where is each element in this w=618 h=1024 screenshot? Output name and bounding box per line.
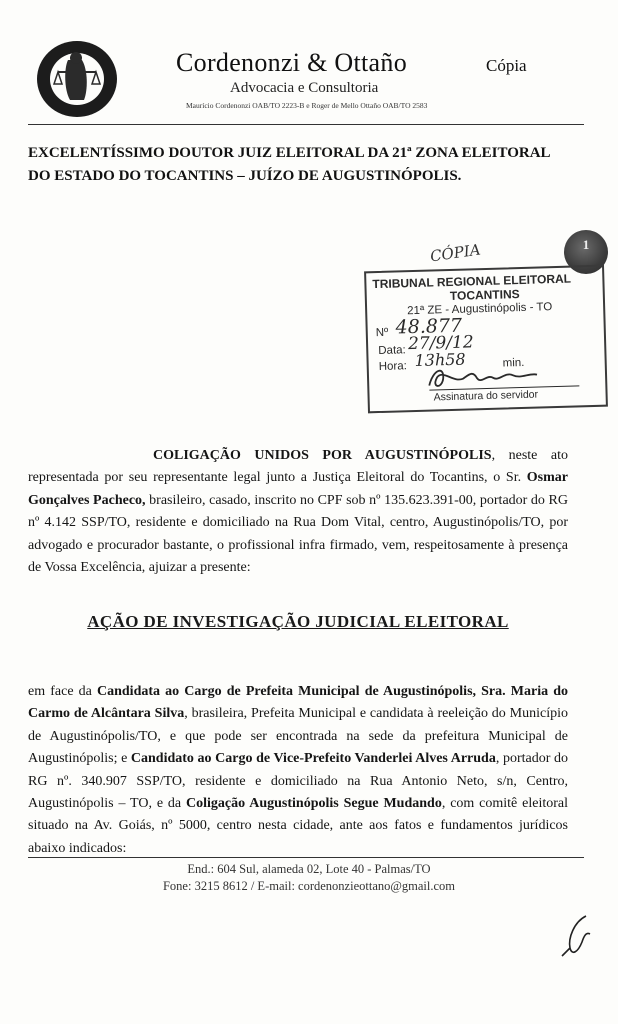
stamp-signature-label: Assinatura do servidor [433, 388, 539, 404]
intro-paragraph [28, 445, 568, 579]
candidate-vice-mayor: Candidato ao Cargo de Vice-Prefeito Vanderlei Alves Arruda [130, 751, 496, 767]
footer-divider [28, 857, 584, 858]
stamp-state: TOCANTINS [449, 287, 520, 303]
firm-name: Cordenonzi & Ottaño [176, 48, 407, 77]
page-seal: 1 [564, 230, 608, 274]
intro-text-1: , neste ato representada por seu representante legal junto a Justiça Eleitoral do Tocantins, o Sr. [28, 448, 569, 486]
facing-text-4: , com comitê eleitoral situado na Av. Goiás, nº 5000, centro nesta cidade, ante aos fatos e fundamentos jurídicos abaixo indicados: [28, 796, 569, 856]
footer-address: End.: 604 Sul, alameda 02, Lote 40 - Palmas/TO [187, 862, 431, 876]
stamp-number-value: 48.877 [395, 314, 463, 339]
addressee [28, 142, 568, 188]
stamp-hour-value: 13h58 [414, 349, 466, 370]
stamp-court: TRIBUNAL REGIONAL ELEITORAL [372, 271, 572, 292]
stamp-hour-label: Hora: [378, 360, 408, 374]
footer-contact: Fone: 3215 8612 / E-mail: cordenonzieottano@gmail.com [162, 879, 455, 893]
stamp-date-value: 27/9/12 [407, 332, 474, 355]
facing-text-3: , portador do RG nº. 340.907 SSP/TO, residente e domiciliado na Rua Antonio Neto, s/n, Centro, Augustinópolis – TO, e da [28, 751, 569, 812]
stamp-number-label: Nº [375, 326, 389, 340]
facing-text-1: em face da [28, 684, 97, 699]
representative-name: Osmar Gonçalves Pacheco, [28, 470, 568, 508]
stamp-date-label: Data: [378, 344, 406, 358]
facing-text-2: , brasileira, Prefeita Municipal e candidata à reeleição do Município de Augustinópolis/TO, e que pode ser encontrada na sede da prefeitura Municipal de Augustinópolis; e [28, 706, 568, 767]
stamp-minute-label: min. [502, 356, 525, 370]
action-title: AÇÃO DE INVESTIGAÇÃO JUDICIAL ELEITORAL [87, 612, 509, 631]
stamp-zone: 21ª ZE - Augustinópolis - TO [407, 301, 553, 318]
copy-mark: Cópia [486, 56, 527, 75]
handwritten-copy-note: CÓPIA [428, 240, 482, 266]
defendants-paragraph [28, 681, 568, 860]
header-divider [28, 124, 584, 125]
intro-text-2: brasileiro, casado, inscrito no CPF sob nº 135.623.391-00, portador do RG nº 4.142 SSP/TO, residente e domiciliado na Rua Dom Vital, centro, Augustinópolis/TO, por advogado e procurador bastante, o profissional infra firmado, vem, respeitosamente à presença de Vossa Excelência, ajuizar a presente: [28, 492, 568, 576]
handwritten-initials-icon [560, 912, 596, 958]
firm-subtitle: Advocacia e Consultoria [230, 80, 379, 96]
coalition-name: COLIGAÇÃO UNIDOS POR AUGUSTINÓPOLIS [153, 448, 492, 463]
firm-logo-icon [34, 38, 120, 120]
candidate-mayor: Candidata ao Cargo de Prefeita Municipal de Augustinópolis, Sra. Maria do Carmo de Alcântara Silva [28, 684, 568, 722]
firm-lawyers: Maurício Cordenonzi OAB/TO 2223-B e Roger de Mello Ottaño OAB/TO 2583 [186, 101, 428, 110]
addressee-line-1: EXCELENTÍSSIMO DOUTOR JUIZ ELEITORAL DA 21ª ZONA ELEITORAL [28, 145, 551, 161]
opposing-coalition: Coligação Augustinópolis Segue Mudando [186, 796, 442, 812]
addressee-line-2: DO ESTADO DO TOCANTINS – JUÍZO DE AUGUSTINÓPOLIS. [28, 168, 462, 184]
protocol-stamp [364, 265, 608, 414]
